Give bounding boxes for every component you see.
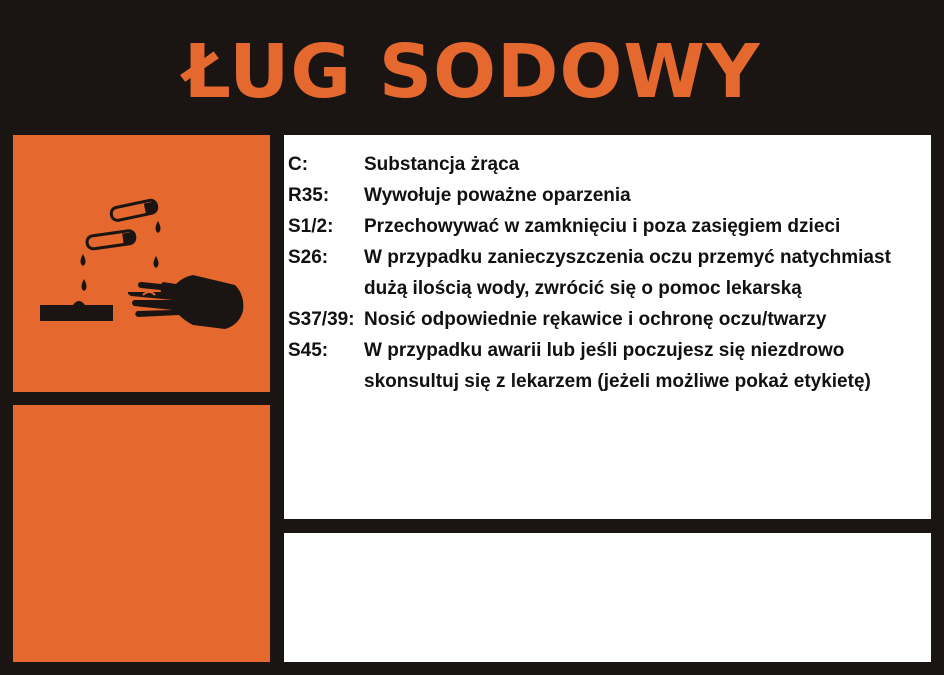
phrase-code: S45: (288, 340, 329, 361)
phrase-code: C: (288, 154, 309, 175)
phrase-code: S1/2: (288, 216, 334, 237)
blank-white-panel (284, 533, 931, 662)
phrase-row (288, 149, 925, 180)
corrosive-icon (13, 135, 270, 392)
phrase-text: Wywołuje poważne oparzenia (364, 185, 631, 206)
phrase-text: Substancja żrąca (364, 154, 520, 175)
phrase-text: Przechowywać w zamknięciu i poza zasięgiem dzieci (364, 216, 841, 237)
phrase-code: R35: (288, 185, 330, 206)
phrase-text: W przypadku zanieczyszczenia oczu przemyć natychmiast dużą ilością wody, zwrócić się o pomoc lekarską (364, 247, 891, 299)
phrase-code: S37/39: (288, 309, 355, 330)
phrase-row (288, 335, 925, 397)
phrase-row (288, 211, 925, 242)
phrase-row (288, 242, 925, 304)
phrase-row (288, 180, 925, 211)
phrase-code: S26: (288, 247, 329, 268)
pictogram-panel (13, 135, 270, 392)
phrase-list (288, 149, 925, 397)
phrase-text: Nosić odpowiednie rękawice i ochronę oczu/twarzy (364, 309, 827, 330)
risk-safety-panel (284, 135, 931, 519)
blank-orange-panel (13, 405, 270, 662)
label-title: ŁUG SODOWY (183, 29, 761, 115)
phrase-row (288, 304, 925, 335)
phrase-text: W przypadku awarii lub jeśli poczujesz się niezdrowo skonsultuj się z lekarzem (jeżeli możliwe pokaż etykietę) (364, 340, 871, 392)
